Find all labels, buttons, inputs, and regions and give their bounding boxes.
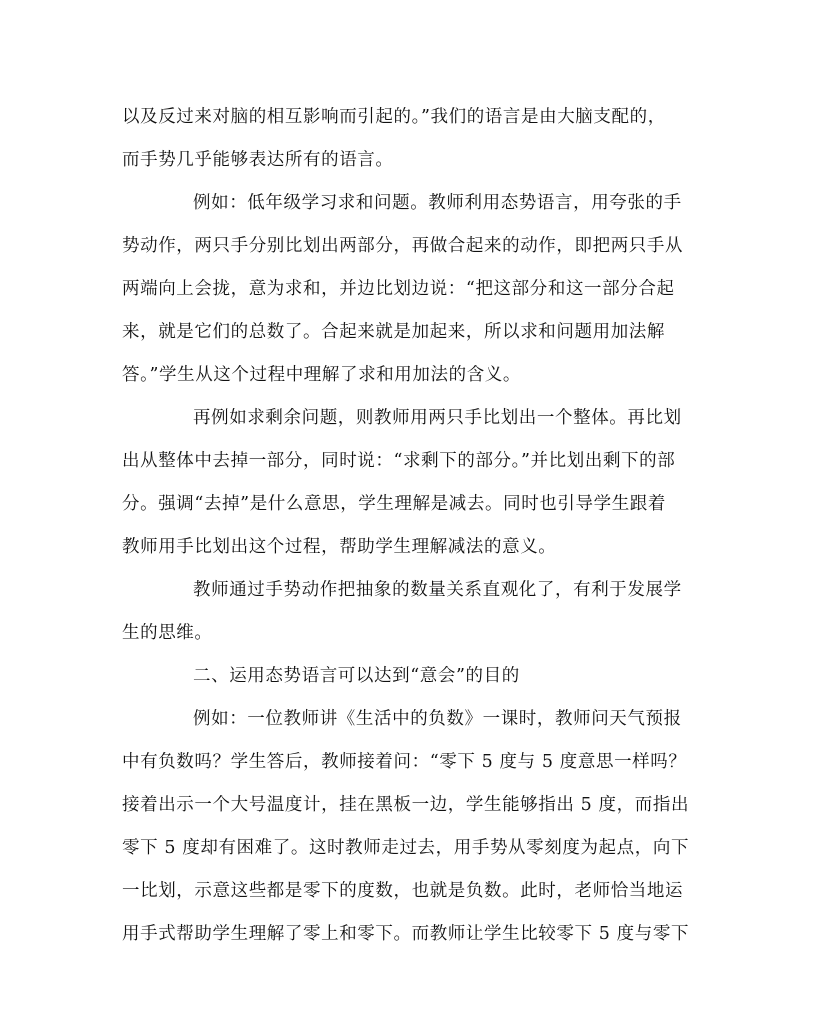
text-line: 生的思维。 (122, 623, 213, 643)
text-line: 势动作，两只手分别比划出两部分，再做合起来的动作，即把两只手从 (122, 236, 684, 256)
text-line: 接着出示一个大号温度计，挂在黑板一边，学生能够指出 5 度，而指出 (122, 795, 690, 815)
paragraph-start-line: 教师通过手势动作把抽象的数量关系直观化了，有利于发展学 (193, 580, 682, 600)
text-line: 分。强调“去掉”是什么意思，学生理解是减去。同时也引导学生跟着 (122, 494, 666, 514)
text-line: 零下 5 度却有困难了。这时教师走过去，用手势从零刻度为起点，向下 (122, 838, 690, 858)
text-line: 中有负数吗？学生答后，教师接着问：“零下 5 度与 5 度意思一样吗？ (122, 752, 687, 772)
section-heading: 二、运用态势语言可以达到“意会”的目的 (193, 666, 520, 686)
text-line: 来，就是它们的总数了。合起来就是加起来，所以求和问题用加法解 (122, 322, 665, 342)
paragraph-start-line: 例如：一位教师讲《生活中的负数》一课时，教师问天气预报 (193, 709, 682, 729)
paragraph-start-line: 再例如求剩余问题，则教师用两只手比划出一个整体。再比划 (193, 408, 682, 428)
text-line: 出从整体中去掉一部分，同时说：“求剩下的部分。”并比划出剩下的部 (122, 451, 676, 471)
text-line: 教师用手比划出这个过程，帮助学生理解减法的意义。 (122, 537, 557, 557)
text-line: 而手势几乎能够表达所有的语言。 (122, 150, 394, 170)
paragraph-start-line: 例如：低年级学习求和问题。教师利用态势语言，用夸张的手 (193, 193, 682, 213)
text-line: 答。”学生从这个过程中理解了求和用加法的含义。 (122, 365, 521, 385)
text-line: 以及反过来对脑的相互影响而引起的。”我们的语言是由大脑支配的， (122, 107, 666, 127)
text-line: 用手式帮助学生理解了零上和零下。而教师让学生比较零下 5 度与零下 (122, 924, 690, 944)
text-line: 两端向上会拢，意为求和，并边比划边说：“把这部分和这一部分合起 (122, 279, 675, 299)
text-line: 一比划，示意这些都是零下的度数，也就是负数。此时，老师恰当地运 (122, 881, 684, 901)
